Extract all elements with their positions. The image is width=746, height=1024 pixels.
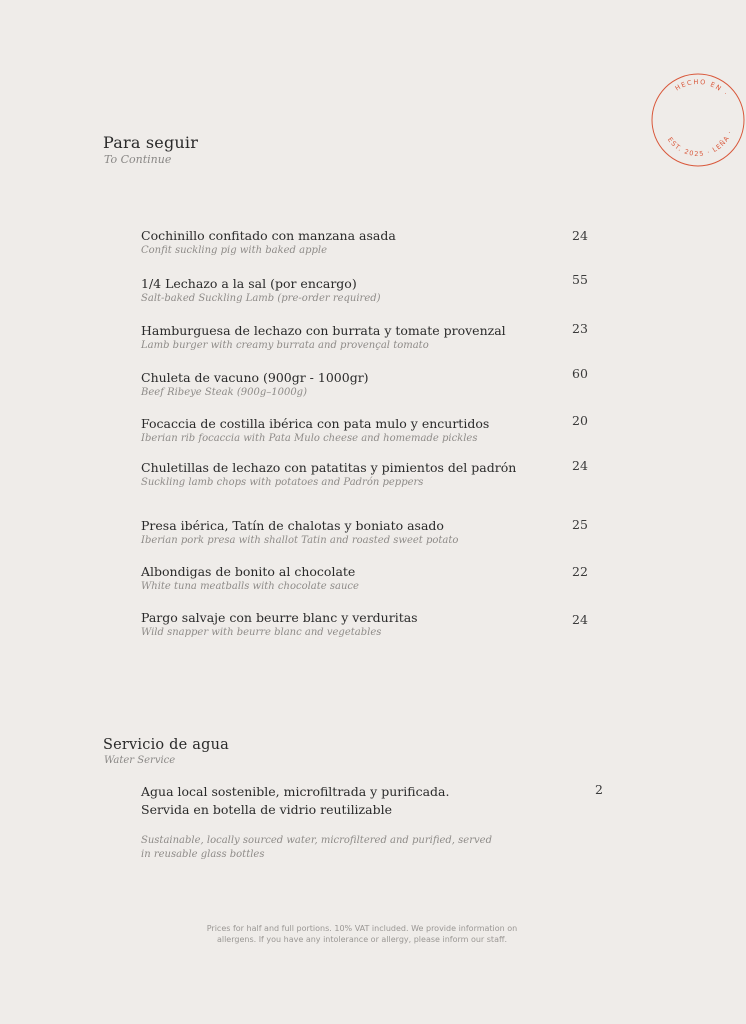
section-title-water: Servicio de agua	[103, 737, 229, 753]
item-price: 60	[572, 366, 588, 381]
item-description: Salt-baked Suckling Lamb (pre-order required)	[141, 293, 381, 304]
item-name: Cochinillo confitado con manzana asada	[141, 228, 396, 243]
section-subtitle-water: Water Service	[104, 755, 176, 766]
item-description: Lamb burger with creamy burrata and provençal tomato	[141, 340, 429, 351]
brand-stamp	[650, 72, 746, 168]
item-description: Suckling lamb chops with potatoes and Padrón peppers	[141, 477, 424, 488]
footer-note: Prices for half and full portions. 10% VAT included. We provide information on allergens. If you have any intolerance or allergy, please inform our staff.	[206, 924, 518, 944]
item-name: Focaccia de costilla ibérica con pata mulo y encurtidos	[141, 416, 490, 431]
menu-item	[141, 228, 601, 258]
menu-item	[141, 460, 601, 490]
water-item-description: Sustainable, locally sourced water, microfiltered and purified, served in reusable glass bottles	[141, 835, 492, 860]
item-name: 1/4 Lechazo a la sal (por encargo)	[141, 276, 357, 291]
item-description: White tuna meatballs with chocolate sauce	[141, 581, 359, 592]
item-name: Hamburguesa de lechazo con burrata y tomate provenzal	[141, 323, 506, 338]
item-description: Iberian pork presa with shallot Tatin and roasted sweet potato	[141, 535, 459, 546]
item-price: 24	[572, 228, 588, 243]
item-price: 24	[572, 458, 588, 473]
water-item-name: Agua local sostenible, microfiltrada y purificada. Servida en botella de vidrio reutilizable	[141, 784, 450, 817]
stamp-bottom-text: EST. 2025 · LEÑA ·	[665, 129, 735, 159]
item-price: 20	[572, 413, 588, 428]
item-name: Pargo salvaje con beurre blanc y verduritas	[141, 610, 418, 625]
stamp-top-text: HECHO EN ·	[673, 77, 730, 99]
menu-item	[141, 610, 601, 640]
menu-item	[141, 323, 601, 353]
item-name: Chuletillas de lechazo con patatitas y pimientos del padrón	[141, 460, 517, 475]
item-description: Iberian rib focaccia with Pata Mulo cheese and homemade pickles	[141, 433, 478, 444]
item-price: 24	[572, 612, 588, 627]
section-subtitle-continue: To Continue	[104, 153, 172, 166]
svg-text:EST. 2025 · LEÑA ·	[666, 129, 734, 158]
item-price: 22	[572, 564, 588, 579]
section-title-continue: Para seguir	[103, 133, 199, 152]
item-name: Chuleta de vacuno (900gr - 1000gr)	[141, 370, 369, 385]
item-description: Wild snapper with beurre blanc and vegetables	[141, 627, 382, 638]
water-item-price: 2	[595, 782, 603, 797]
item-name: Presa ibérica, Tatín de chalotas y boniato asado	[141, 518, 444, 533]
item-name: Albondigas de bonito al chocolate	[141, 564, 356, 579]
menu-item	[141, 276, 601, 306]
item-price: 23	[572, 321, 588, 336]
menu-item	[141, 416, 601, 446]
menu-item	[141, 370, 601, 400]
item-price: 25	[572, 517, 588, 532]
item-description: Beef Ribeye Steak (900g–1000g)	[141, 387, 307, 398]
menu-item	[141, 564, 601, 594]
menu-item	[141, 518, 601, 548]
item-price: 55	[572, 272, 588, 287]
item-description: Confit suckling pig with baked apple	[141, 245, 328, 256]
